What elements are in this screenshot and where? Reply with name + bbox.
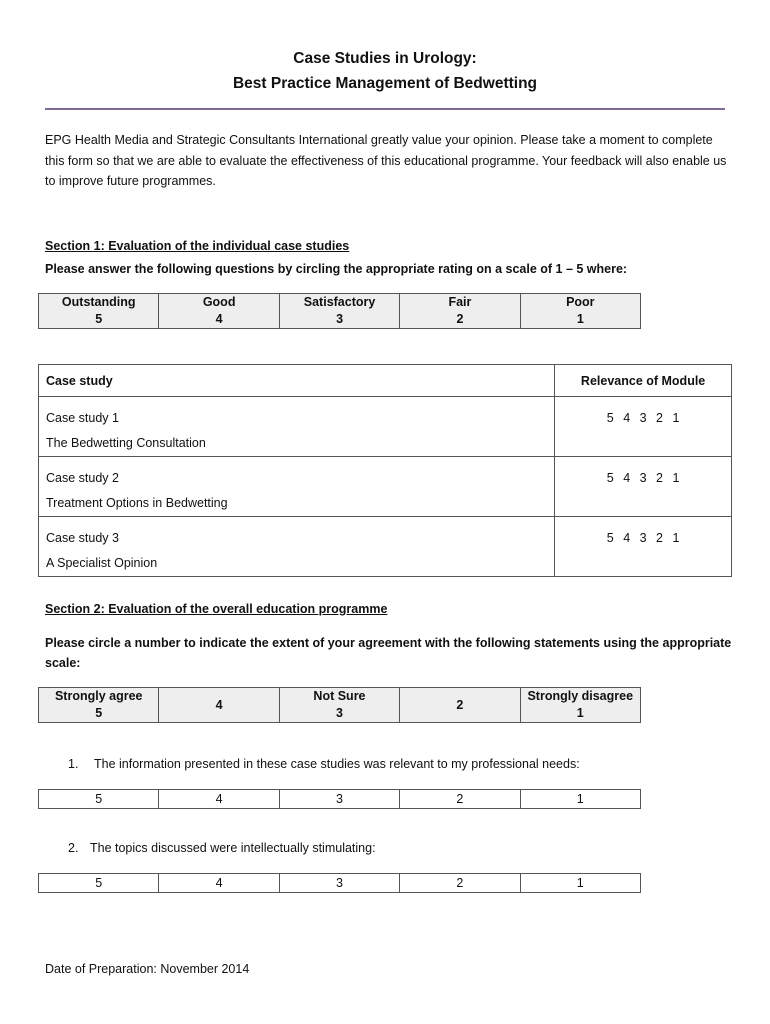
case-study-header: Case study	[39, 365, 555, 397]
intro-paragraph: EPG Health Media and Strategic Consultants International greatly value your opinion. Please take a moment to complete this form so that we are able to evaluate the effectiveness of this educational programme. Your feedback will also enable us to improve future programmes.	[45, 133, 727, 188]
scale-cell-good: Good 4	[159, 294, 279, 329]
question-1-text: The information presented in these case studies was relevant to my professional needs:	[94, 757, 580, 771]
case-study-table	[38, 364, 732, 577]
question-1-answer-row	[38, 789, 641, 809]
question-2-number: 2.	[68, 841, 79, 855]
case-study-topic: The Bedwetting Consultation	[46, 436, 206, 450]
date-of-preparation: Date of Preparation: November 2014	[45, 962, 250, 976]
rating-options[interactable]: 5 4 3 2 1	[555, 397, 732, 457]
scale-cell-strongly-disagree: Strongly disagree 1	[520, 688, 640, 723]
case-study-cell	[39, 517, 555, 577]
answer-option-5[interactable]: 5	[39, 790, 159, 809]
section2-instruction: Please circle a number to indicate the extent of your agreement with the following statements using the appropriate scale:	[45, 636, 732, 670]
answer-option-4[interactable]: 4	[159, 874, 279, 893]
table-row	[39, 397, 732, 457]
question-2-answer-row	[38, 873, 641, 893]
table-row	[39, 517, 732, 577]
scale-cell-outstanding: Outstanding 5	[39, 294, 159, 329]
answer-option-5[interactable]: 5	[39, 874, 159, 893]
document-title: Case Studies in Urology:	[293, 50, 477, 67]
document-subtitle: Best Practice Management of Bedwetting	[232, 75, 538, 92]
case-study-cell	[39, 397, 555, 457]
scale-cell-poor: Poor 1	[520, 294, 640, 329]
answer-option-1[interactable]: 1	[520, 874, 640, 893]
rating-options[interactable]: 5 4 3 2 1	[555, 457, 732, 517]
question-1-number: 1.	[68, 757, 79, 771]
answer-option-1[interactable]: 1	[520, 790, 640, 809]
case-study-cell	[39, 457, 555, 517]
section2-heading: Section 2: Evaluation of the overall education programme	[45, 602, 388, 616]
case-study-name: Case study 1	[46, 411, 119, 425]
case-study-topic: Treatment Options in Bedwetting	[46, 496, 228, 510]
answer-option-4[interactable]: 4	[159, 790, 279, 809]
table-row	[39, 457, 732, 517]
section1-rating-scale	[38, 293, 641, 329]
section1-instruction: Please answer the following questions by circling the appropriate rating on a scale of 1 – 5 where:	[45, 262, 628, 276]
scale-cell-2: 2	[400, 688, 520, 723]
title-divider	[45, 108, 725, 110]
answer-option-2[interactable]: 2	[400, 790, 520, 809]
case-study-name: Case study 2	[46, 471, 119, 485]
section1-heading: Section 1: Evaluation of the individual case studies	[45, 239, 350, 253]
case-study-name: Case study 3	[46, 531, 119, 545]
scale-cell-satisfactory: Satisfactory 3	[279, 294, 399, 329]
question-2-text: The topics discussed were intellectually stimulating:	[90, 841, 376, 855]
answer-option-3[interactable]: 3	[279, 874, 399, 893]
answer-option-2[interactable]: 2	[400, 874, 520, 893]
section2-agreement-scale	[38, 687, 641, 723]
relevance-header: Relevance of Module	[555, 365, 732, 397]
scale-cell-fair: Fair 2	[400, 294, 520, 329]
answer-option-3[interactable]: 3	[279, 790, 399, 809]
scale-cell-strongly-agree: Strongly agree 5	[39, 688, 159, 723]
case-study-topic: A Specialist Opinion	[46, 556, 158, 570]
rating-options[interactable]: 5 4 3 2 1	[555, 517, 732, 577]
scale-cell-not-sure: Not Sure 3	[279, 688, 399, 723]
scale-cell-4: 4	[159, 688, 279, 723]
